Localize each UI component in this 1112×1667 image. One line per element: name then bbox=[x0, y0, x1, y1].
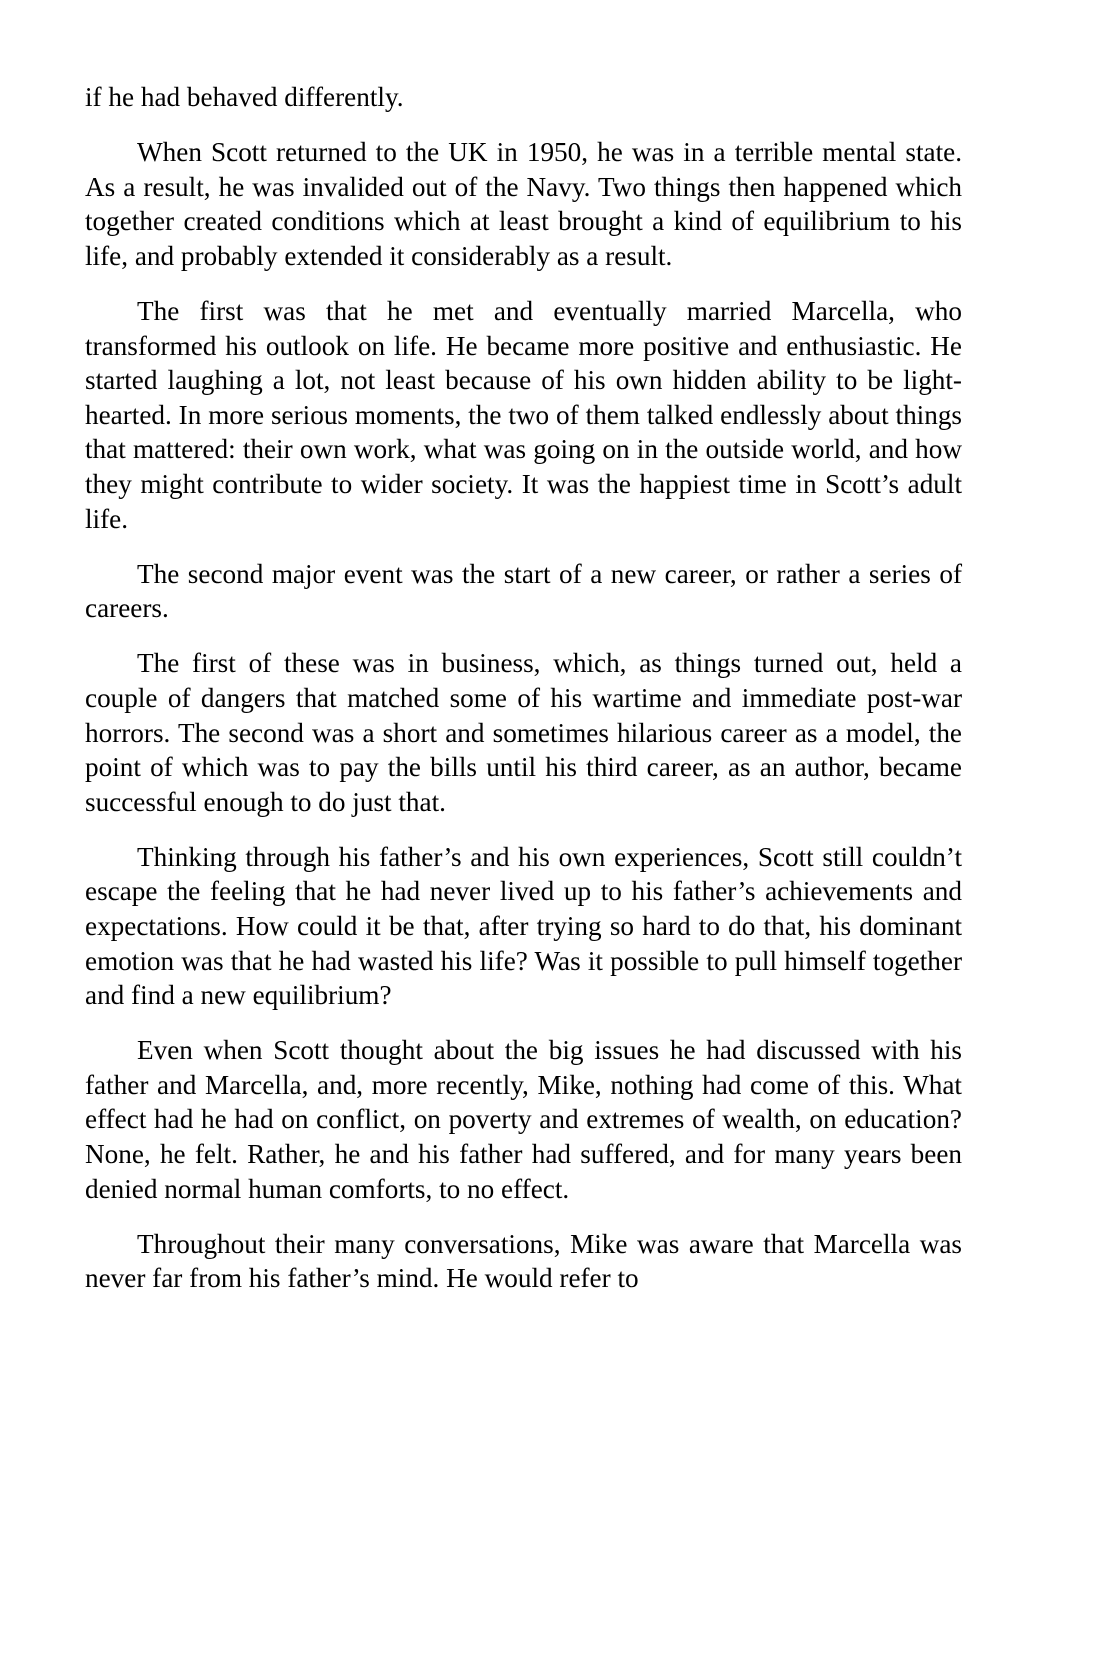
paragraph-1: if he had behaved differently. bbox=[85, 82, 404, 112]
paragraph-4: The second major event was the start of a new career, or rather a series of careers. bbox=[85, 558, 962, 624]
paragraph-7: Even when Scott thought about the big issues he had discussed with his father and Marcella, and, more recently, Mike, nothing had come of this. What effect had he had on conflict, on poverty and extremes of wealth, on education? None, he felt. Rather, he and his father had suffered, and for many years been denied normal human comforts, to no effect. bbox=[85, 1035, 962, 1204]
paragraph-3: The first was that he met and eventually married Marcella, who transformed his outlook on life. He became more positive and enthusiastic. He started laughing a lot, not least because of his own hidden ability to be light-hearted. In more serious moments, the two of them talked endlessly about things that mattered: their own work, what was going on in the outside world, and how they might contribute to wider society. It was the happiest time in Scott’s adult life. bbox=[85, 295, 962, 534]
paragraph-2: When Scott returned to the UK in 1950, he was in a terrible mental state. As a result, he was invalided out of the Navy. Two things then happened which together created conditions which at least brought a kind of equilibrium to his life, and probably extended it considerably as a result. bbox=[85, 137, 962, 271]
paragraph-6: Thinking through his father’s and his own experiences, Scott still couldn’t escape the feeling that he had never lived up to his father’s achievements and expectations. How could it be that, after trying so hard to do that, his dominant emotion was that he had wasted his life? Was it possible to pull himself together and find a new equilibrium? bbox=[85, 841, 962, 1011]
paragraph-8: Throughout their many conversations, Mike was aware that Marcella was never far from his father’s mind. He would refer to bbox=[85, 1228, 962, 1294]
paragraph-5: The first of these was in business, which, as things turned out, held a couple of dangers that matched some of his wartime and immediate post-war horrors. The second was a short and sometimes hilarious career as a model, the point of which was to pay the bills until his third career, as an author, became successful enough to do just that. bbox=[85, 648, 962, 817]
body-text-column bbox=[85, 80, 962, 1296]
